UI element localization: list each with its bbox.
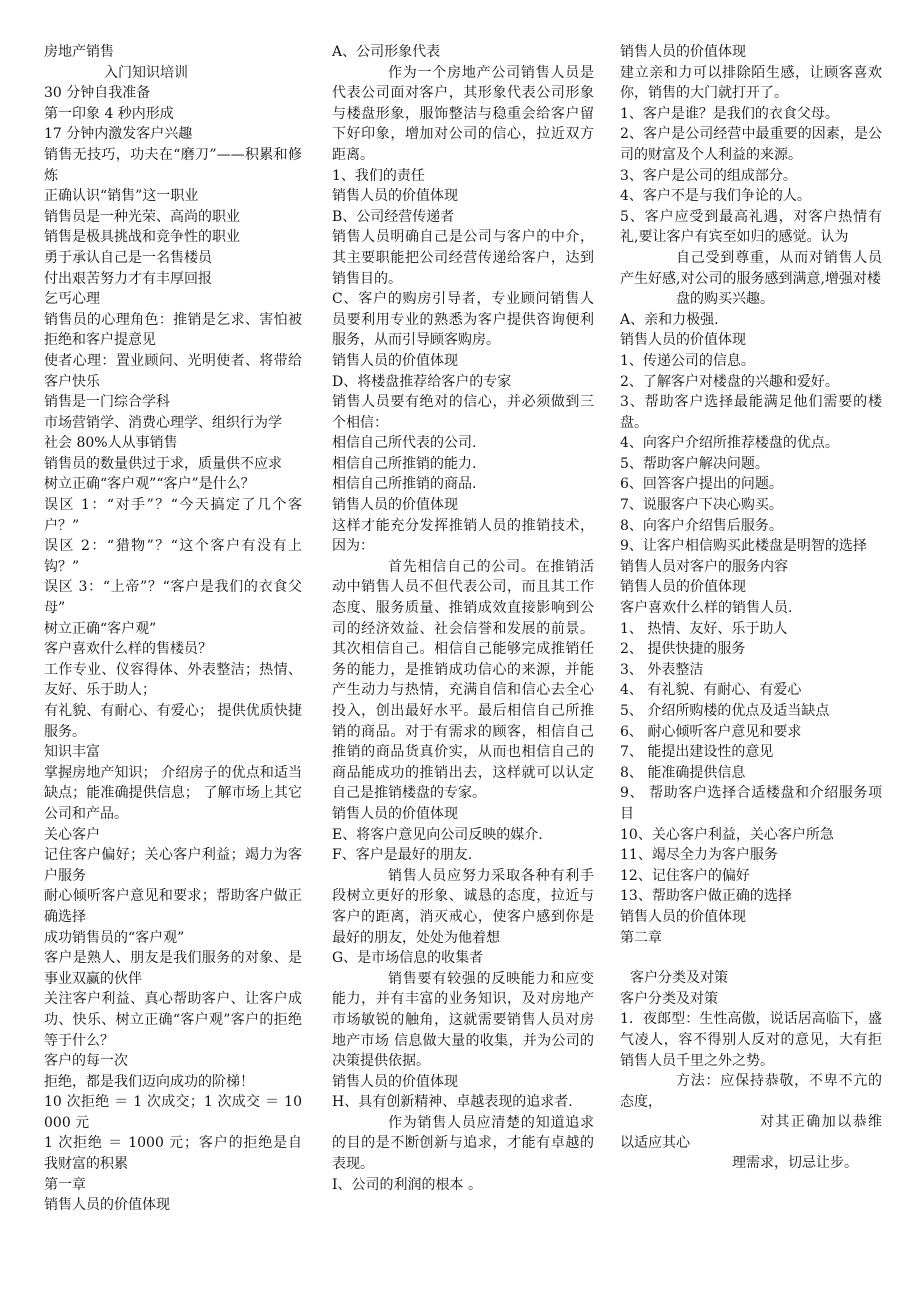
text-line: 相信自己所推销的商品. [332,476,477,493]
text-line: 销售是极具挑战和竞争性的职业 [44,229,240,246]
text-line: 付出艰苦努力才有丰厚回报 [44,270,212,287]
text-line: 有礼貌、有耐心、有爱心； 提供优质快捷服务。 [44,703,302,740]
paragraph: 自己受到尊重，从而对销售人员产生好感,对公司的服务感到满意,增强对楼 [620,249,882,287]
paragraph: 对其正确加以恭维以适应其心 [620,1114,882,1151]
chapter-heading: 第二章 [620,929,662,946]
column-left [44,42,302,1216]
list-item: 5、 介绍所购楼的优点及适当缺点 [620,703,830,719]
text-line: 销售人员对客户的服务内容 [620,558,788,575]
text-line: 销售人员的价值体现 [620,44,746,60]
text-line: 10 次拒绝 ＝ 1 次成交；1 次成交 ＝ 10000 元 [44,1094,302,1131]
text-line: 勇于承认自己是一名售楼员 [44,249,212,266]
text-line: 销售员是一种光荣、高尚的职业 [44,208,240,225]
list-item: 3、客户是公司的组成部分。 [620,167,797,184]
text-line: 销售人员的价值体现 [332,497,458,514]
paragraph: H、具有创新精神、卓越表现的追求者. [332,1094,573,1111]
text-line: I、公司的利润的根本 。 [332,1176,482,1193]
list-item: 6、回答客户提出的问题。 [620,476,783,493]
text-line: 使者心理：置业顾问、光明使者、将带给客户快乐 [44,352,302,390]
list-item: 5、客户应受到最高礼遇，对客户热情有礼,要让客户有宾至如归的感觉。认为 [620,208,882,246]
text-line: 客户分类及对策 [620,990,718,1007]
list-item: 2、 提供快捷的服务 [620,641,746,658]
text-line: 关心客户 [44,826,100,843]
text-line: 相信自己所代表的公司. [332,435,477,452]
list-item: 2、客户是公司经营中最重要的因素，是公司的财富及个人利益的来源。 [620,126,882,163]
text-line: 销售员的心理角色：推销是乞求、害怕被拒绝和客户提意见 [44,311,302,349]
text-line: A、公司形象代表 [332,44,441,60]
text-line: 误区 2：“猎物”？“这个客户有没有上钩？” [44,538,302,575]
text-line: F、客户是最好的朋友. [332,847,473,864]
text-line: 成功销售员的“客户观” [44,929,185,946]
text-line: 拒绝，都是我们迈向成功的阶梯！ [44,1073,254,1090]
chapter-heading: 第一章 [44,1176,86,1193]
doc-subtitle: 入门知识培训 [104,64,188,81]
list-item: 1、客户是谁？是我们的衣食父母。 [620,105,839,122]
text-line: 销售人员的价值体现 [332,805,458,822]
list-item: 2、了解客户对楼盘的兴趣和爱好。 [620,373,839,390]
text-line: 相信自己所推销的能力. [332,455,477,472]
list-item: 11、竭尽全力为客户服务 [620,847,778,864]
text-line: 销售人员的价值体现 [44,1197,170,1214]
paragraph: 销售人员明确自己是公司与客户的中介，其主要职能把公司经营传递给客户，达到销售目的。 [332,229,594,287]
list-item: 7、说服客户下决心购买。 [620,497,783,514]
text-line: 关注客户利益、真心帮助客户、让客户成功、快乐、树立正确“客户观”客户的拒绝等于什么？ [44,991,302,1049]
paragraph: 首先相信自己的公司。在推销活动中销售人员不但代表公司，而且其工作态度、服务质量、推销成效直接影响到公司的经济效益、社会信誉和发展的前景。其次相信自己。相信自己能够完成推销任务的能力，是推销成功信心的来源，并能产生动力与热情，充满自信和信心去全心投入，创出最好水平。最后相信自己所推销的商品。对于有需求的顾客，相信自己推销的商品货真价实，从而也相信自己的商品能成功的推销出去，这样就可以认定自己是推销楼盘的专家。 [332,558,594,802]
paragraph: 作为一个房地产公司销售人员是代表公司面对客户，其形象代表公司形象与楼盘形象，服饰整洁与稳重会给客户留下好印象，增加对公司的信心，拉近双方距离。 [332,64,594,163]
paragraph: 销售要有较强的反映能力和应变能力，并有丰富的业务知识，及对房地产市场敏锐的触角，这就需要销售人员对房地产市场 信息做大量的收集，并为公司的决策提供依据。 [332,970,594,1070]
list-item: 9、 帮助客户选择合适楼盘和介绍服务项目 [620,785,882,822]
list-item: 4、向客户介绍所推荐楼盘的优点。 [620,435,839,452]
list-item: 1、传递公司的信息。 [620,352,755,369]
doc-title: 房地产销售 [44,44,114,60]
list-item: 1、 热情、友好、乐于助人 [620,620,788,637]
text-line: 17 分钟内激发客户兴趣 [44,126,193,143]
list-item: 13、帮助客户做正确的选择 [620,888,792,905]
column-right [620,42,882,1174]
paragraph: 作为销售人员应清楚的知道追求的目的是不断创新与追求，才能有卓越的表现。 [332,1114,594,1173]
text-line: 乞丐心理 [44,291,100,308]
text-line: 理需求，切忌让步。 [732,1155,858,1172]
text-line: 销售人员的价值体现 [620,332,746,349]
text-line: 销售人员的价值体现 [332,188,458,205]
text-line: 销售员的数量供过于求，质量供不应求 [44,455,282,472]
list-item: 5、帮助客户解决问题。 [620,455,769,472]
list-item: 4、 有礼貌、有耐心、有爱心 [620,682,802,699]
paragraph: 这样才能充分发挥推销人员的推销技术，因为： [332,517,594,555]
text-line: 误区 1：“对手”？“今天搞定了几个客户？” [44,497,302,534]
list-item: 3、帮助客户选择最能满足他们需要的楼盘。 [620,394,882,431]
list-item: 9、让客户相信购买此楼盘是明智的选择 [620,538,867,555]
text-line: D、将楼盘推荐给客户的专家 [332,373,512,390]
text-line: 正确认识“销售”这一职业 [44,188,199,205]
text-line: 1、我们的责任 [332,167,425,184]
text-line: 客户的每一次 [44,1053,128,1070]
text-line: 销售是一门综合学科 [44,394,170,411]
text-line: G、是市场信息的收集者 [332,950,484,967]
column-middle [332,42,594,1195]
list-item: 6、 耐心倾听客户意见和要求 [620,723,802,740]
text-line: 客户喜欢什么样的售楼员？ [44,641,212,658]
text-line: 记住客户偏好；关心客户利益；竭力为客户服务 [44,847,302,884]
text-line: 工作专业、仪容得体、外表整洁；热情、友好、乐于助人； [44,661,302,699]
section-heading: 客户分类及对策 [630,970,728,987]
text-line: 掌握房地产知识； 介绍房子的优点和适当缺点；能准确提供信息； 了解市场上其它公司和产品。 [44,764,302,822]
text-line: 盘的购买兴趣。 [676,291,774,308]
text-line: 市场营销学、消费心理学、组织行为学 [44,414,282,431]
text-line: 树立正确“客户观”“客户”是什么？ [44,476,255,493]
paragraph: 销售人员要有绝对的信心，并必须做到三个相信： [332,394,594,431]
list-item: 10、关心客户利益，关心客户所急 [620,826,834,843]
paragraph: C、客户的购房引导者，专业顾问销售人员要利用专业的熟悉为客户提供咨询便利服务，从而引导顾客购房。 [332,291,594,349]
text-line: 销售人员的价值体现 [332,1073,458,1090]
list-item: 7、 能提出建设性的意见 [620,744,774,761]
list-item: 8、 能准确提供信息 [620,764,746,781]
text-line: 30 分钟自我准备 [44,85,151,102]
text-line: 耐心倾听客户意见和要求；帮助客户做正确选择 [44,888,302,925]
paragraph: 建立亲和力可以排除陌生感，让顾客喜欢你，销售的大门就打开了。 [620,64,882,102]
text-line: 客户是熟人、朋友是我们服务的对象、是事业双赢的伙伴 [44,950,302,987]
text-line: 1 次拒绝 ＝ 1000 元；客户的拒绝是自我财富的积累 [44,1135,302,1173]
paragraph: 销售人员应努力采取各种有利手段树立更好的形象、诚恳的态度，拉近与客户的距离，消灭戒心，使客户感到你是最好的朋友，处处为他着想 [332,867,594,946]
list-item: 3、 外表整洁 [620,661,704,678]
text-line: E、将客户意见向公司反映的媒介. [332,826,543,843]
text-line: 知识丰富 [44,744,100,761]
text-line: 销售无技巧，功夫在“磨刀”——积累和修炼 [44,146,302,184]
text-line: 第一印象 4 秒内形成 [44,105,174,122]
list-item: 8、向客户介绍售后服务。 [620,517,783,534]
text-line: 社会 80%人从事销售 [44,435,178,452]
paragraph: 方法：应保持恭敬，不卑不亢的态度， [620,1073,882,1110]
list-item: 4、客户不是与我们争论的人。 [620,188,811,205]
list-item: 12、记住客户的偏好 [620,867,750,884]
paragraph: 1．夜郎型：生性高傲，说话居高临下，盛气凌人，容不得别人反对的意见，大有拒销售人员千里之外之势。 [620,1011,882,1069]
text-line: 销售人员的价值体现 [332,352,458,369]
text-line: 销售人员的价值体现 [620,579,746,596]
text-line: B、公司经营传递者 [332,208,455,225]
text-line: A、亲和力极强. [620,311,719,328]
text-line: 销售人员的价值体现 [620,908,746,925]
text-line: 树立正确“客户观” [44,620,157,637]
text-line: 客户喜欢什么样的销售人员. [620,600,793,617]
text-line: 误区 3：“上帝”？“客户是我们的衣食父母” [44,579,302,617]
